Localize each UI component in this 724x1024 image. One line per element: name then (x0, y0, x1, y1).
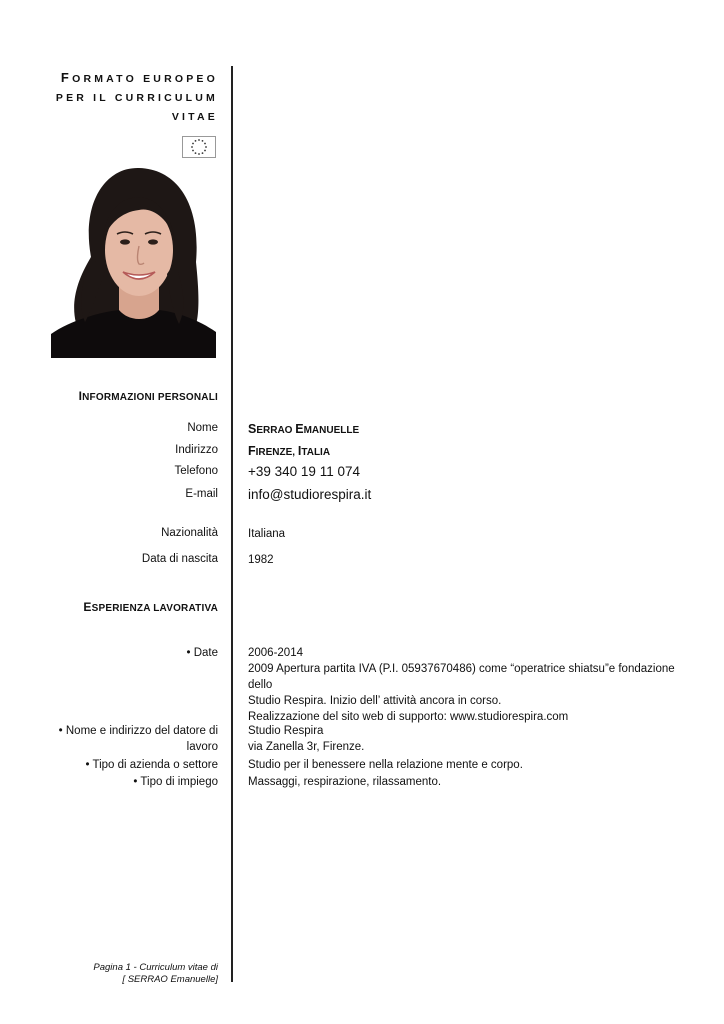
phone-label: Telefono (174, 465, 218, 477)
name-value: SERRAO EMANUELLE (248, 422, 360, 436)
nationality-value: Italiana (248, 528, 286, 540)
email-label: E-mail (185, 488, 218, 500)
section-personal-info: INFORMAZIONI PERSONALI (78, 389, 218, 403)
email-value[interactable]: info@studiorespira.it (248, 487, 372, 502)
employer-label: • Nome e indirizzo del datore di lavoro (58, 725, 218, 753)
job-type-value: Massaggi, respirazione, rilassamento. (248, 776, 442, 788)
birth-date-label: Data di nascita (141, 553, 218, 565)
cv-format-title: FORMATO EUROPEO PER IL CURRICULUM VITAE (55, 70, 218, 123)
page-footer: Pagina 1 - Curriculum vitae di [ SERRAO Emanuelle] (93, 962, 218, 985)
job-type-label: • Tipo di impiego (133, 776, 218, 788)
birth-date-value: 1982 (248, 554, 274, 566)
sector-value: Studio per il benessere nella relazione mente e corpo. (248, 759, 523, 771)
profile-photo (51, 162, 216, 358)
eu-stars (191, 139, 207, 155)
dates-label: • Date (186, 647, 218, 659)
address-label: Indirizzo (175, 444, 218, 456)
nationality-label: Nazionalità (161, 527, 218, 539)
eu-flag-icon (182, 136, 216, 158)
employer-value: Studio Respira via Zanella 3r, Firenze. (248, 725, 365, 753)
dates-value: 2006-2014 2009 Apertura partita IVA (P.I. 05937670486) come “operatrice shiatsu”e fondazione dello Studio Respira. Inizio dell’ attività ancora in corso. Realizzazione del sito web di supporto: www.studiorespira.com (248, 647, 675, 723)
sector-label: • Tipo di azienda o settore (85, 759, 218, 771)
vertical-divider (231, 66, 233, 982)
phone-value: +39 340 19 11 074 (248, 464, 360, 479)
section-work-experience: ESPERIENZA LAVORATIVA (83, 600, 218, 614)
address-value: FIRENZE, ITALIA (248, 444, 331, 458)
name-label: Nome (187, 422, 218, 434)
